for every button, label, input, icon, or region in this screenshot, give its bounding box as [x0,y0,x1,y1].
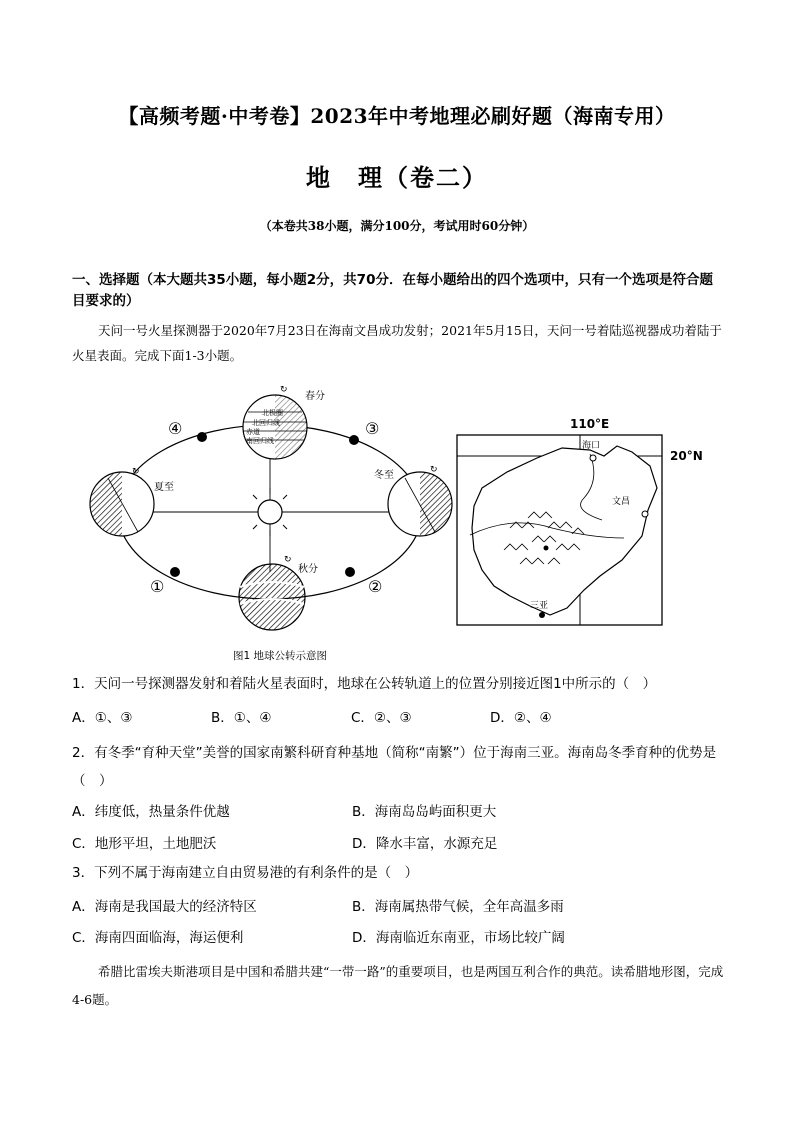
question-1-stem: 1．天问一号探测器发射和着陆火星表面时，地球在公转轨道上的位置分别接近图1中所示的（ ） [72,676,657,692]
earth-summer-solstice [90,467,174,536]
svg-text:秋分: 秋分 [298,564,318,575]
q3-option-d: D．海南临近东南亚，市场比较广阔 [352,930,565,946]
svg-text:北极圈: 北极圈 [262,409,283,417]
q3-option-c: C．海南四面临海，海运便利 [72,930,244,946]
q2-option-c: C．地形平坦，土地肥沃 [72,836,217,852]
point-2: ② [368,577,383,596]
earth-winter-solstice [374,465,452,536]
earth-autumn-equinox [239,555,318,630]
exam-note: （本卷共38小题，满分100分，考试用时60分钟） [259,219,535,233]
doc-title: 【高频考题·中考卷】2023年中考地理必刷好题（海南专用） [118,104,676,128]
question-2-stem: 2．有冬季“育种天堂”美誉的国家南繁科研育种基地（简称“南繁”）位于海南三亚。海南岛冬季育种的优势是（ ） [72,745,717,789]
q1-option-d: D．②、④ [490,710,552,726]
earth-spring-equinox [243,385,325,459]
earth-revolution-figure [80,382,460,647]
latitude-label: 20°N [670,449,703,463]
question-3-stem: 3．下列不属于海南建立自由贸易港的有利条件的是（ ） [72,865,419,881]
point-1: ① [150,577,165,596]
q1-option-c: C．②、③ [351,710,412,726]
svg-text:赤道: 赤道 [246,428,260,436]
q1-option-a: A．①、③ [72,710,133,726]
q2-option-b: B．海南岛岛屿面积更大 [352,804,497,820]
svg-text:春分: 春分 [305,391,325,402]
svg-text:↻: ↻ [280,385,288,395]
svg-text:文昌: 文昌 [612,497,631,507]
svg-text:夏至: 夏至 [154,482,174,493]
q3-option-b: B．海南属热带气候，全年高温多雨 [352,899,564,915]
svg-text:南回归线: 南回归线 [246,437,274,445]
svg-text:三亚: 三亚 [530,601,549,611]
svg-text:↻: ↻ [132,467,140,477]
svg-text:↻: ↻ [284,555,292,565]
svg-text:海口: 海口 [582,441,601,451]
svg-text:↻: ↻ [430,465,438,475]
section2-intro: 希腊比雷埃夫斯港项目是中国和希腊共建“一带一路”的重要项目，也是两国互利合作的典范。读希腊地形图，完成4-6题。 [72,964,724,1007]
point-4: ④ [168,419,183,438]
point-3: ③ [365,419,380,438]
longitude-label: 110°E [570,417,610,431]
q2-option-d: D．降水丰富，水源充足 [352,836,498,852]
figure1-caption: 图1 地球公转示意图 [232,650,328,662]
svg-text:冬至: 冬至 [374,470,394,481]
q1-option-b: B．①、④ [211,710,272,726]
hainan-map [452,410,722,630]
intro-paragraph: 天问一号火星探测器于2020年7月23日在海南文昌成功发射；2021年5月15日，天问一号着陆巡视器成功着陆于火星表面。完成下面1-3小题。 [72,323,722,363]
q2-option-a: A．纬度低，热量条件优越 [72,804,230,820]
q3-option-a: A．海南是我国最大的经济特区 [72,899,257,915]
svg-text:北回归线: 北回归线 [252,419,280,427]
section-heading: 一、选择题（本大题共35小题，每小题2分，共70分．在每小题给出的四个选项中，只有一个选项是符合题目要求的） [72,272,713,309]
subject-title: 地 理（卷二） [306,163,488,192]
